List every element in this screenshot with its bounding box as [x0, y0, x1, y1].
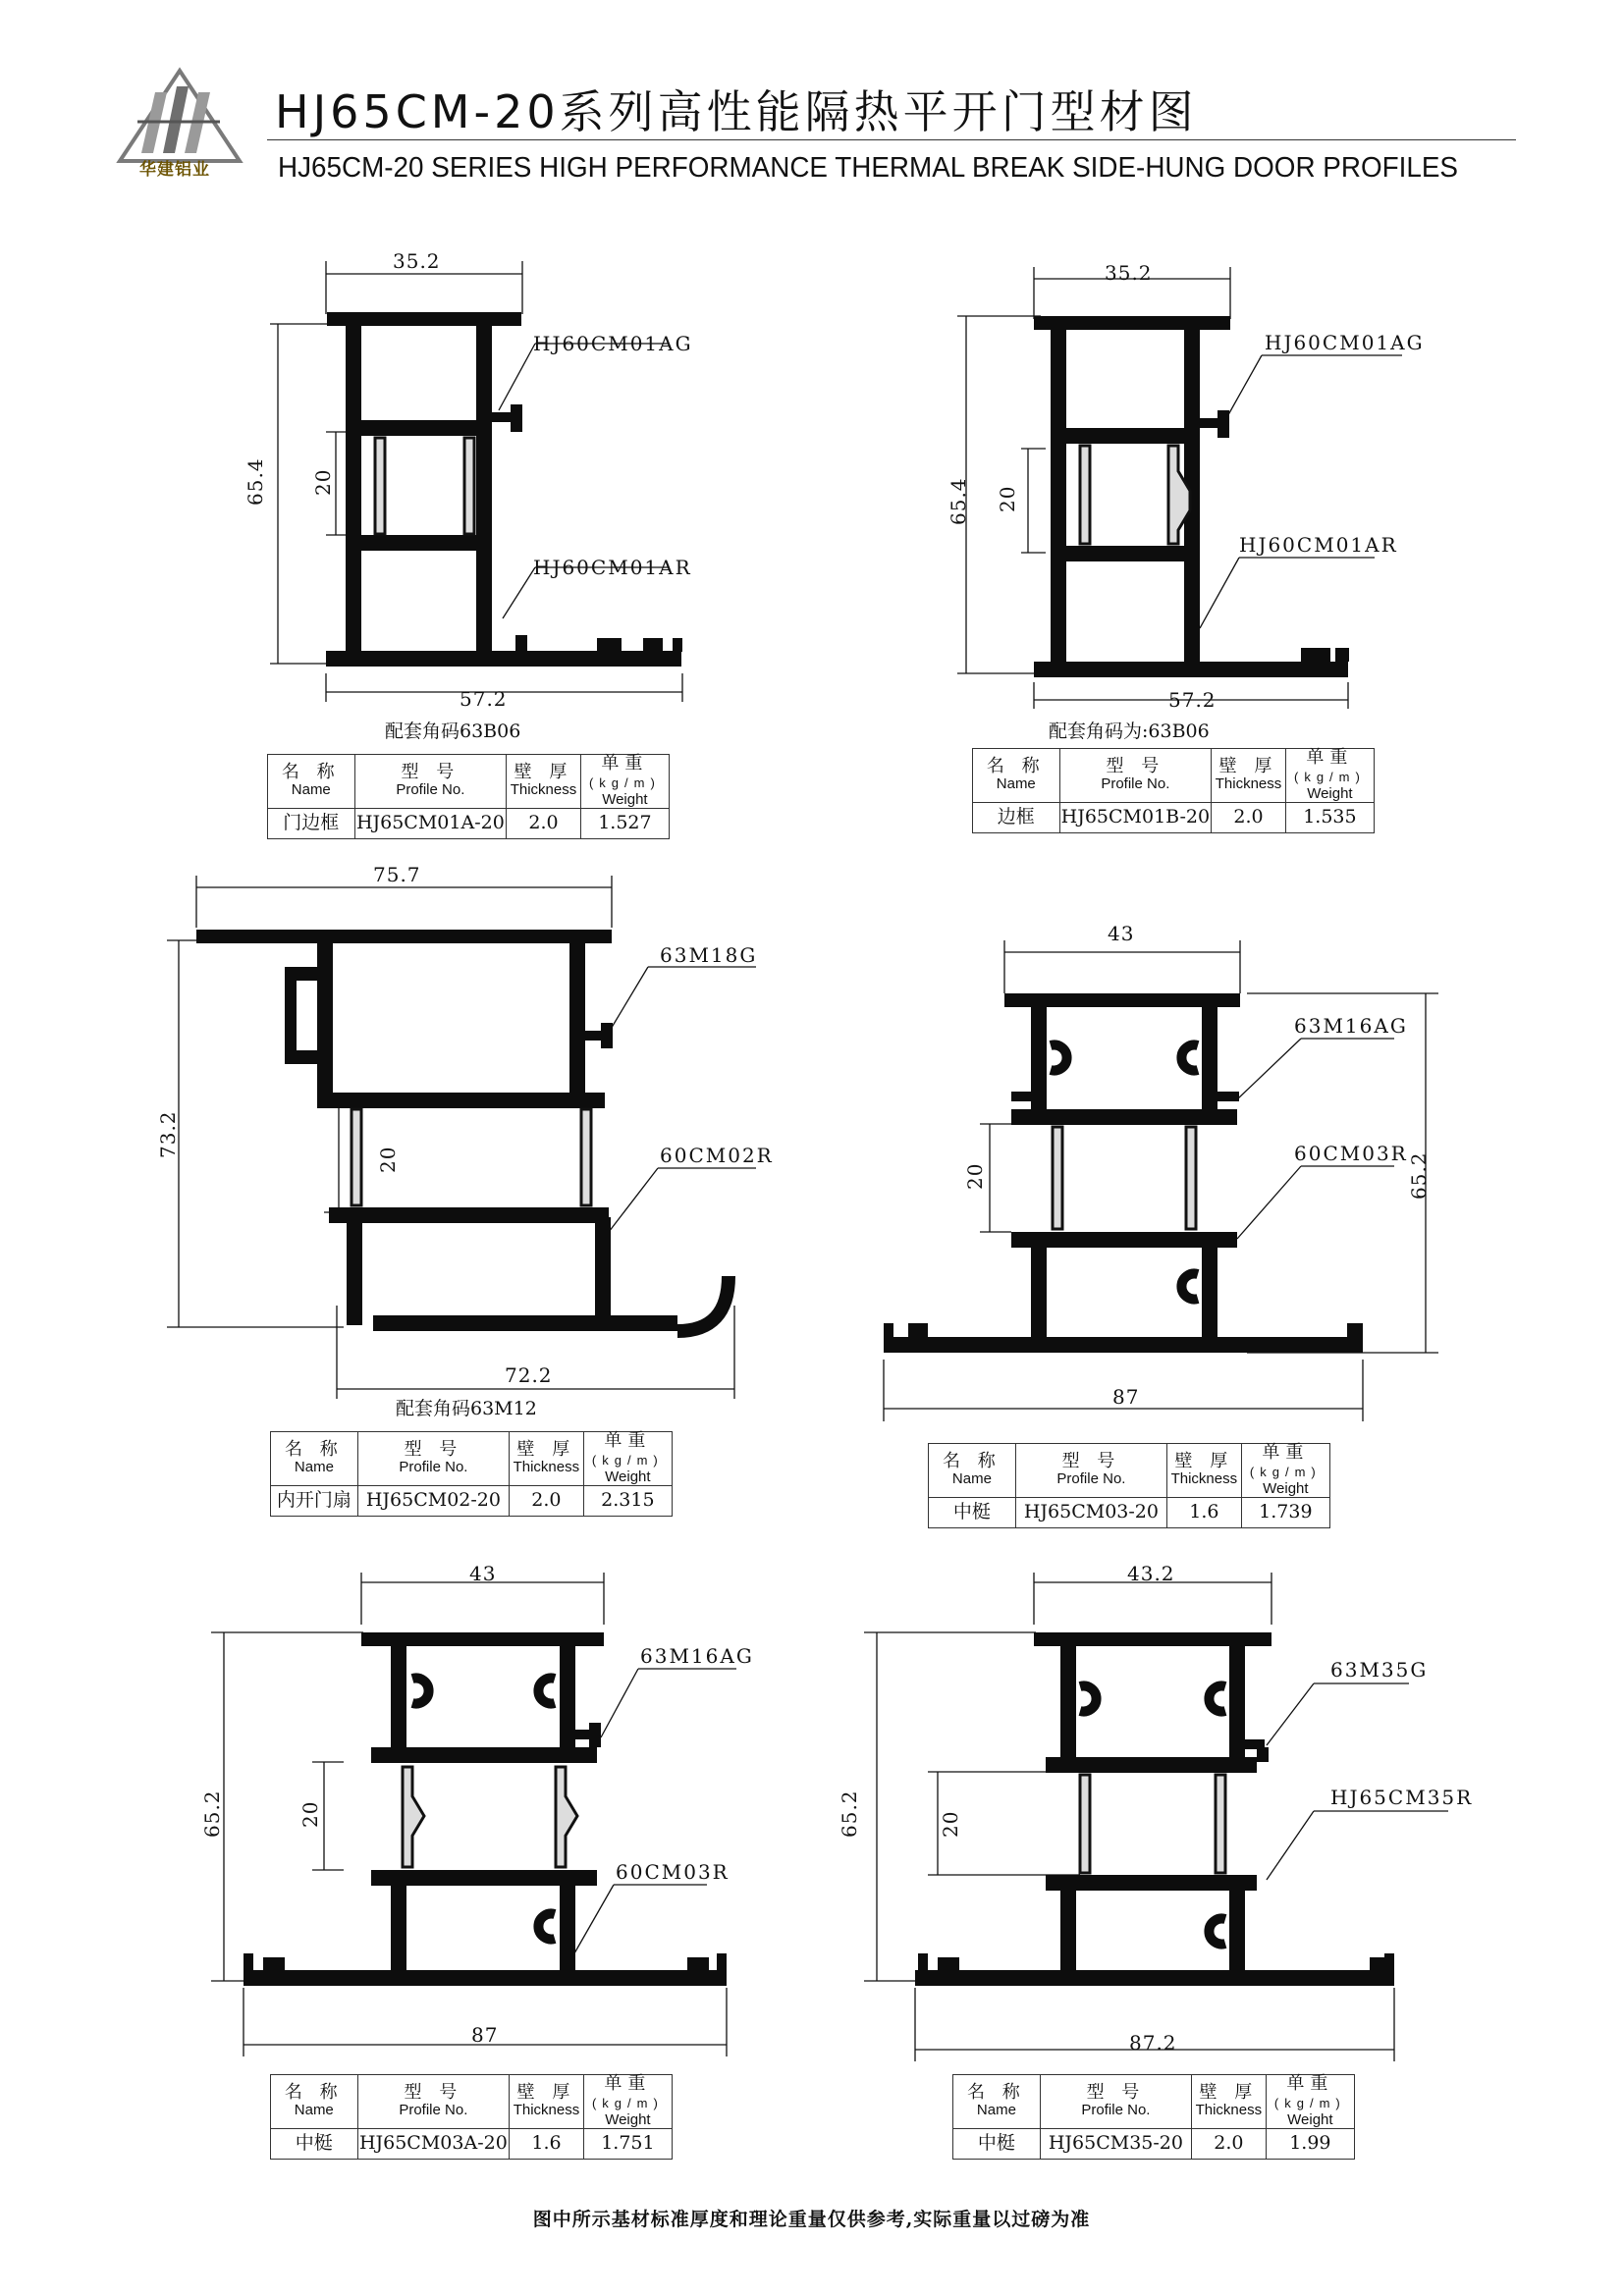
cell-weight: 1.751: [583, 2128, 672, 2159]
dim-top: 43: [1108, 922, 1135, 945]
upper-part-label: 63M16AG: [1294, 1014, 1408, 1038]
dim-bottom: 87: [471, 2023, 499, 2047]
dim-gap: 20: [939, 1810, 962, 1838]
lower-part-label: 60CM03R: [616, 1860, 730, 1884]
lower-part-label: HJ60CM01AR: [1239, 533, 1398, 557]
spec-table-5: 名 称 Name 型 号 Profile No. 壁 厚 Thickness 单重(kg/m) Weight 中梃 HJ65CM03A-20 1.6 1.751: [270, 2074, 673, 2160]
cell-thickness: 1.6: [1167, 1497, 1242, 1527]
upper-part-label: 63M16AG: [640, 1644, 754, 1668]
dim-bottom: 57.2: [460, 687, 508, 711]
spec-table-4: 名 称 Name 型 号 Profile No. 壁 厚 Thickness 单重(kg/m) Weight 中梃 HJ65CM03-20 1.6 1.739: [928, 1443, 1330, 1528]
dim-bottom: 87.2: [1129, 2031, 1177, 2055]
cell-profile: HJ65CM35-20: [1040, 2128, 1191, 2159]
cell-name: 中梃: [271, 2128, 358, 2159]
lower-part-label: 60CM02R: [660, 1144, 774, 1167]
upper-part-label: HJ60CM01AG: [533, 332, 693, 355]
page-title-cn: HJ65CM-20系列高性能隔热平开门型材图: [275, 85, 1198, 138]
spec-table-6: 名 称 Name 型 号 Profile No. 壁 厚 Thickness 单重(kg/m) Weight 中梃 HJ65CM35-20 2.0 1.99: [952, 2074, 1355, 2160]
cell-profile: HJ65CM01A-20: [354, 808, 507, 838]
cell-profile: HJ65CM03-20: [1015, 1497, 1166, 1527]
company-logo-text: 华建铝业: [139, 160, 210, 180]
cell-profile: HJ65CM03A-20: [357, 2128, 510, 2159]
cell-weight: 2.315: [583, 1485, 672, 1516]
dim-height: 73.2: [156, 1110, 180, 1158]
upper-part-label: 63M35G: [1330, 1658, 1429, 1682]
cell-profile: HJ65CM01B-20: [1059, 802, 1212, 832]
cell-name: 边框: [973, 802, 1060, 832]
cell-thickness: 2.0: [507, 808, 581, 838]
spec-table-2: 名 称 Name 型 号 Profile No. 壁 厚 Thickness 单重(kg/m) Weight 边框 HJ65CM01B-20 2.0 1.535: [972, 748, 1375, 833]
cell-weight: 1.527: [580, 808, 669, 838]
cell-name: 中梃: [929, 1497, 1016, 1527]
accessory-note: 配套角码63B06: [385, 721, 521, 742]
spec-table-3: 名 称 Name 型 号 Profile No. 壁 厚 Thickness 单重(kg/m) Weight 内开门扇 HJ65CM02-20 2.0 2.315: [270, 1431, 673, 1517]
dim-gap: 20: [376, 1146, 400, 1173]
dim-bottom: 72.2: [505, 1363, 553, 1387]
lower-part-label: HJ60CM01AR: [533, 556, 692, 579]
cell-thickness: 2.0: [1212, 802, 1286, 832]
dim-top: 43: [469, 1562, 497, 1585]
cell-name: 门边框: [268, 808, 355, 838]
dim-gap: 20: [311, 468, 335, 496]
dim-height: 65.2: [1407, 1151, 1431, 1200]
dim-bottom: 87: [1112, 1385, 1140, 1409]
cell-name: 内开门扇: [271, 1485, 358, 1516]
cell-thickness: 2.0: [1192, 2128, 1267, 2159]
page-title-en: HJ65CM-20 SERIES HIGH PERFORMANCE THERMAL BREAK SIDE-HUNG DOOR PROFILES: [278, 152, 1458, 184]
upper-part-label: HJ60CM01AG: [1265, 331, 1425, 354]
lower-part-label: HJ65CM35R: [1330, 1786, 1474, 1809]
dim-bottom: 57.2: [1168, 688, 1217, 712]
cell-weight: 1.99: [1266, 2128, 1354, 2159]
cell-weight: 1.739: [1241, 1497, 1329, 1527]
dim-top: 35.2: [393, 249, 441, 273]
spec-table-1: 名 称 Name 型 号 Profile No. 壁 厚 Thickness 单重(kg/m) Weight 门边框 HJ65CM01A-20 2.0 1.527: [267, 754, 670, 839]
lower-part-label: 60CM03R: [1294, 1142, 1408, 1165]
footer-disclaimer: 图中所示基材标准厚度和理论重量仅供参考,实际重量以过磅为准: [532, 2209, 1091, 2230]
dim-height: 65.4: [947, 477, 970, 525]
dim-gap: 20: [963, 1162, 987, 1190]
dim-height: 65.2: [200, 1789, 224, 1838]
accessory-note: 配套角码为:63B06: [1049, 721, 1210, 742]
cell-name: 中梃: [953, 2128, 1041, 2159]
accessory-note: 配套角码63M12: [396, 1398, 537, 1419]
dim-gap: 20: [996, 485, 1019, 512]
cell-weight: 1.535: [1285, 802, 1374, 832]
cell-thickness: 2.0: [510, 1485, 584, 1516]
cell-profile: HJ65CM02-20: [357, 1485, 509, 1516]
dim-height: 65.2: [838, 1789, 861, 1838]
dim-top: 43.2: [1127, 1562, 1175, 1585]
upper-part-label: 63M18G: [660, 943, 758, 967]
cell-thickness: 1.6: [510, 2128, 584, 2159]
dim-top: 75.7: [373, 863, 421, 886]
dim-gap: 20: [298, 1800, 322, 1828]
dim-height: 65.4: [243, 457, 267, 506]
dim-top: 35.2: [1105, 261, 1153, 285]
